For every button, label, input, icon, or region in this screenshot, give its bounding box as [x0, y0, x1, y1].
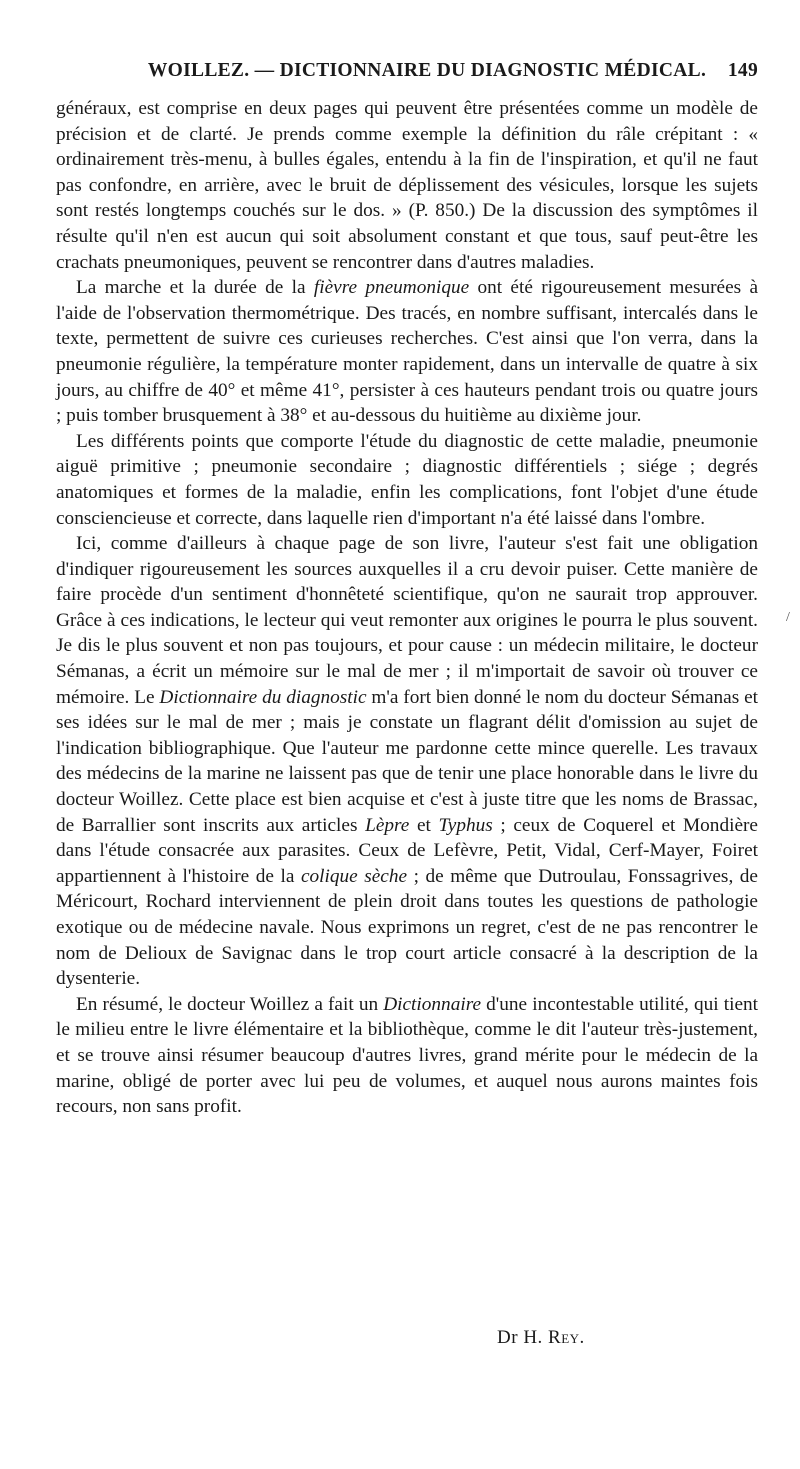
signature [497, 1327, 585, 1349]
article-body [56, 96, 758, 1120]
paragraph-text: et [409, 814, 439, 836]
italic-term: Lèpre [365, 814, 410, 836]
signature-title: Dr [497, 1327, 519, 1348]
paragraph-text: ont été rigoureusement mesurées à l'aide de l'observation thermométrique. Des tracés, en nombre suffisant, intercalés dans le texte, permettent de suivre ces curieuses recherches. C'est ainsi que l'on verra, dans la pneumonie régulière, la température monter rapidement, dans un intervalle de quatre à six jours, au chiffre de 40° et même 41°, persister à ces hauteurs pendant trois ou quatre jours ; puis tomber brusquement à 38° et au-dessous du huitième au dixième jour. [56, 277, 759, 427]
paragraph [56, 275, 758, 429]
paragraph-text: Ici, comme d'ailleurs à chaque page de son livre, l'auteur s'est fait une obligation d'indiquer rigoureusement les sources auxquelles il a cru devoir puiser. Cette manière de faire procède d'un sentiment d'honnêteté scientifique, qu'on ne saurait trop approuver. Grâce à ces indications, le lecteur qui veut remonter aux origines le pourra le plus souvent. Je dis le plus souvent et non pas toujours, et pour cause : un médecin militaire, le docteur Sémanas, a écrit un mémoire sur le mal de mer ; il m'importait de savoir où trouver ce mémoire. Le [56, 533, 758, 708]
italic-term: Dictionnaire du diagnostic [159, 686, 367, 708]
italic-term: Typhus [438, 814, 493, 836]
margin-mark: / [786, 610, 790, 625]
italic-term: colique sèche [300, 865, 408, 887]
paragraph-text: généraux, est comprise en deux pages qui peuvent être présentées comme un modèle de précision et de clarté. Je prends comme exemple la définition du râle crépitant : « ordinairement très-menu, à bulles égales, entendu à la fin de l'inspiration, et qu'il ne faut pas confondre, en arrière, avec le bruit de déplissement des vésicules, lorsque les sujets sont restés longtemps couchés sur le dos. » (P. 850.) De la discussion des symptômes il résulte qu'il n'en est aucun qui soit absolument constant et que tous, sauf peut-être les crachats pneumoniques, peuvent se rencontrer dans d'autres maladies. [56, 98, 758, 273]
paragraph-text: m'a fort bien donné le nom du docteur Sémanas et ses idées sur le mal de mer ; mais je constate un flagrant délit d'omission au sujet de l'indication bibliographique. Que l'auteur me pardonne cette mince querelle. Les travaux des médecins de la marine ne laissent pas que de tenir une place honorable dans le livre du docteur Woillez. Cette place est bien acquise et c'est à juste titre que les noms de Brassac, de Barrallier sont inscrits aux articles [56, 686, 759, 836]
italic-term: Dictionnaire [383, 993, 482, 1015]
signature-surname: Rey. [548, 1327, 585, 1348]
paragraph [56, 429, 758, 531]
paragraph-text: ; ceux de Coquerel et Mondière dans l'étude consacrée aux parasites. Ceux de Lefèvre, Petit, Vidal, Cerf-Mayer, Foiret appartiennent à l'histoire de la [56, 814, 758, 887]
paragraph [56, 531, 758, 992]
paragraph-text: ; de même que Dutroulau, Fonssagrives, de Méricourt, Rochard interviennent de plein droit dans toutes les questions de pathologie exotique ou de médecine navale. Nous exprimons un regret, c'est de ne pas rencontrer le nom de Delioux de Savignac dans le trop court article consacré à la description de la dysenterie. [56, 865, 758, 990]
italic-term: fièvre pneumonique [313, 277, 470, 299]
paragraph-text: d'une incontestable utilité, qui tient le milieu entre le livre élémentaire et la bibliothèque, comme le dit l'auteur très-justement, et se trouve ainsi résumer beaucoup d'autres livres, grand mérite pour le médecin de la marine, obligé de porter avec lui peu de volumes, et auquel nous aurons maintes fois recours, non sans profit. [56, 993, 758, 1118]
paragraph-text: En résumé, le docteur Woillez a fait un [76, 993, 384, 1015]
paragraph-text: Les différents points que comporte l'étude du diagnostic de cette maladie, pneumonie aiguë primitive ; pneumonie secondaire ; diagnostic différentiels ; siége ; degrés anatomiques et formes de la maladie, enfin les complications, font l'objet d'une étude consciencieuse et correcte, dans laquelle rien d'important n'a été laissé dans l'ombre. [56, 430, 758, 529]
paragraph [56, 96, 758, 275]
paragraph-text: La marche et la durée de la [76, 277, 314, 299]
running-title: WOILLEZ. — DICTIONNAIRE DU DIAGNOSTIC MÉDICAL. [147, 60, 707, 81]
page-number: 149 [727, 60, 758, 81]
paragraph [56, 992, 758, 1120]
running-header [56, 60, 758, 88]
signature-initial: H. [523, 1327, 543, 1348]
